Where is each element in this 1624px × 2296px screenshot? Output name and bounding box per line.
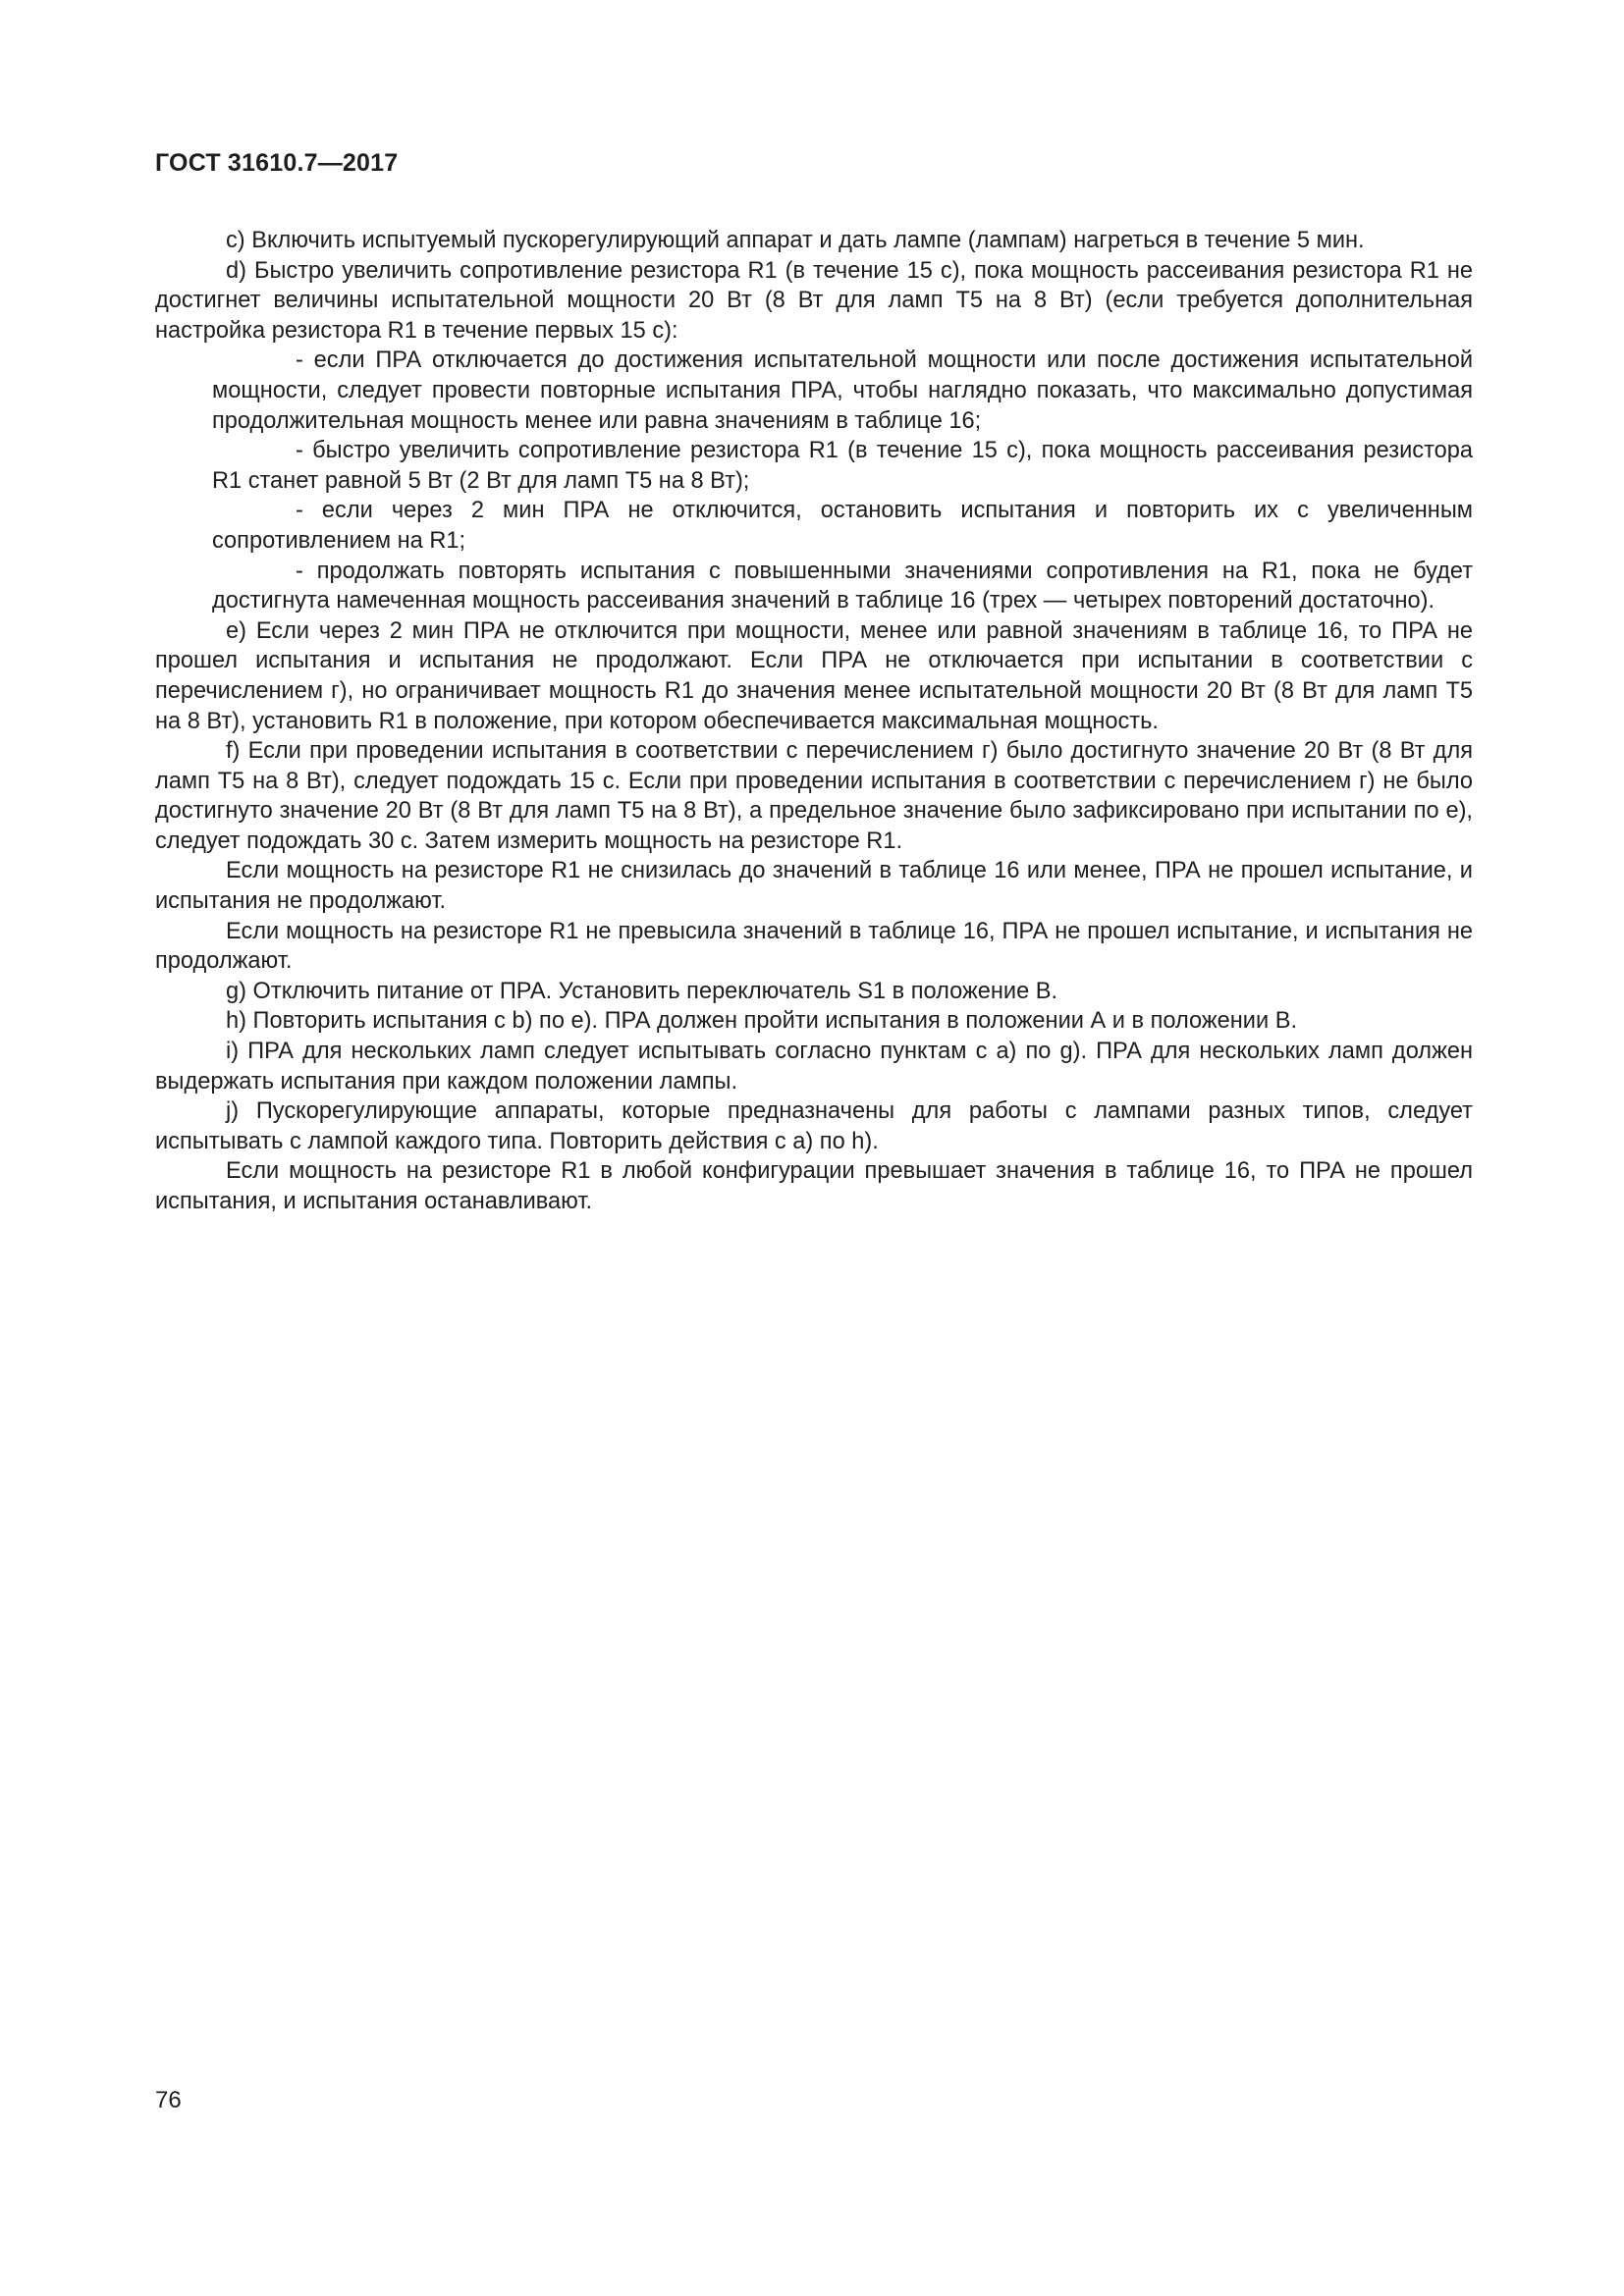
dash-item-3: - если через 2 мин ПРА не отключится, остановить испытания и повторить их с увеличенным сопротивлением на R1; xyxy=(212,498,1473,554)
dash-item-4: - продолжать повторять испытания с повышенными значениями сопротивления на R1, пока не будет достигнута намеченная мощность рассеивания значений в таблице 16 (трех — четырех повторений достаточно). xyxy=(212,558,1473,614)
paragraph-e: e) Если через 2 мин ПРА не отключится при мощности, менее или равной значениям в таблице 16, то ПРА не прошел испытания и испытания не продолжают. Если ПРА не отключается при испытании в соответствии с перечислением г), но ограничивает мощность R1 до значения менее испытательной мощности 20 Вт (8 Вт для ламп Т5 на 8 Вт), установить R1 в положение, при котором обеспечивается максимальная мощность. xyxy=(155,617,1473,734)
dash-item-1: - если ПРА отключается до достижения испытательной мощности или после достижения испытательной мощности, следует провести повторные испытания ПРА, чтобы наглядно показать, что максимально допустимая продолжительная мощность менее или равна значениям в таблице 16; xyxy=(212,347,1473,434)
paragraph-final: Если мощность на резисторе R1 в любой конфигурации превышает значения в таблице 16, то ПРА не прошел испытания, и испытания останавливают. xyxy=(155,1158,1473,1214)
document-header: ГОСТ 31610.7—2017 xyxy=(155,149,399,177)
paragraph-d: d) Быстро увеличить сопротивление резистора R1 (в течение 15 с), пока мощность рассеивания резистора R1 не достигнет величины испытательной мощности 20 Вт (8 Вт для ламп Т5 на 8 Вт) (если требуется дополнительная настройка резистора R1 в течение первых 15 с): xyxy=(155,257,1473,344)
paragraph-g: g) Отключить питание от ПРА. Установить переключатель S1 в положение В. xyxy=(226,978,1058,1004)
paragraph-f: f) Если при проведении испытания в соответствии с перечислением г) было достигнуто значение 20 Вт (8 Вт для ламп Т5 на 8 Вт), следует подождать 15 с. Если при проведении испытания в соответствии с перечислением г) не было достигнуто значение 20 Вт (8 Вт для ламп Т5 на 8 Вт), а предельное значение было зафиксировано при испытании по e), следует подождать 30 с. Затем измерить мощность на резисторе R1. xyxy=(155,738,1473,854)
document-body xyxy=(155,226,1473,1217)
paragraph-c: c) Включить испытуемый пускорегулирующий аппарат и дать лампе (лампам) нагреться в течение 5 мин. xyxy=(226,228,1365,253)
paragraph-j: j) Пускорегулирующие аппараты, которые предназначены для работы с лампами разных типов, следует испытывать с лампой каждого типа. Повторить действия с a) по h). xyxy=(155,1098,1473,1154)
page-number: 76 xyxy=(155,2087,182,2113)
dash-item-2: - быстро увеличить сопротивление резистора R1 (в течение 15 с), пока мощность рассеивания резистора R1 станет равной 5 Вт (2 Вт для ламп Т5 на 8 Вт); xyxy=(212,438,1473,494)
paragraph-i: i) ПРА для нескольких ламп следует испытывать согласно пунктам с a) по g). ПРА для нескольких ламп должен выдержать испытания при каждом положении лампы. xyxy=(155,1039,1473,1095)
paragraph-power-not-reduced: Если мощность на резисторе R1 не снизилась до значений в таблице 16 или менее, ПРА не прошел испытание, и испытания не продолжают. xyxy=(155,858,1473,915)
paragraph-power-not-exceeded: Если мощность на резисторе R1 не превысила значений в таблице 16, ПРА не прошел испытание, и испытания не продолжают. xyxy=(155,918,1473,975)
paragraph-h: h) Повторить испытания с b) по e). ПРА должен пройти испытания в положении А и в положении В. xyxy=(226,1008,1298,1035)
